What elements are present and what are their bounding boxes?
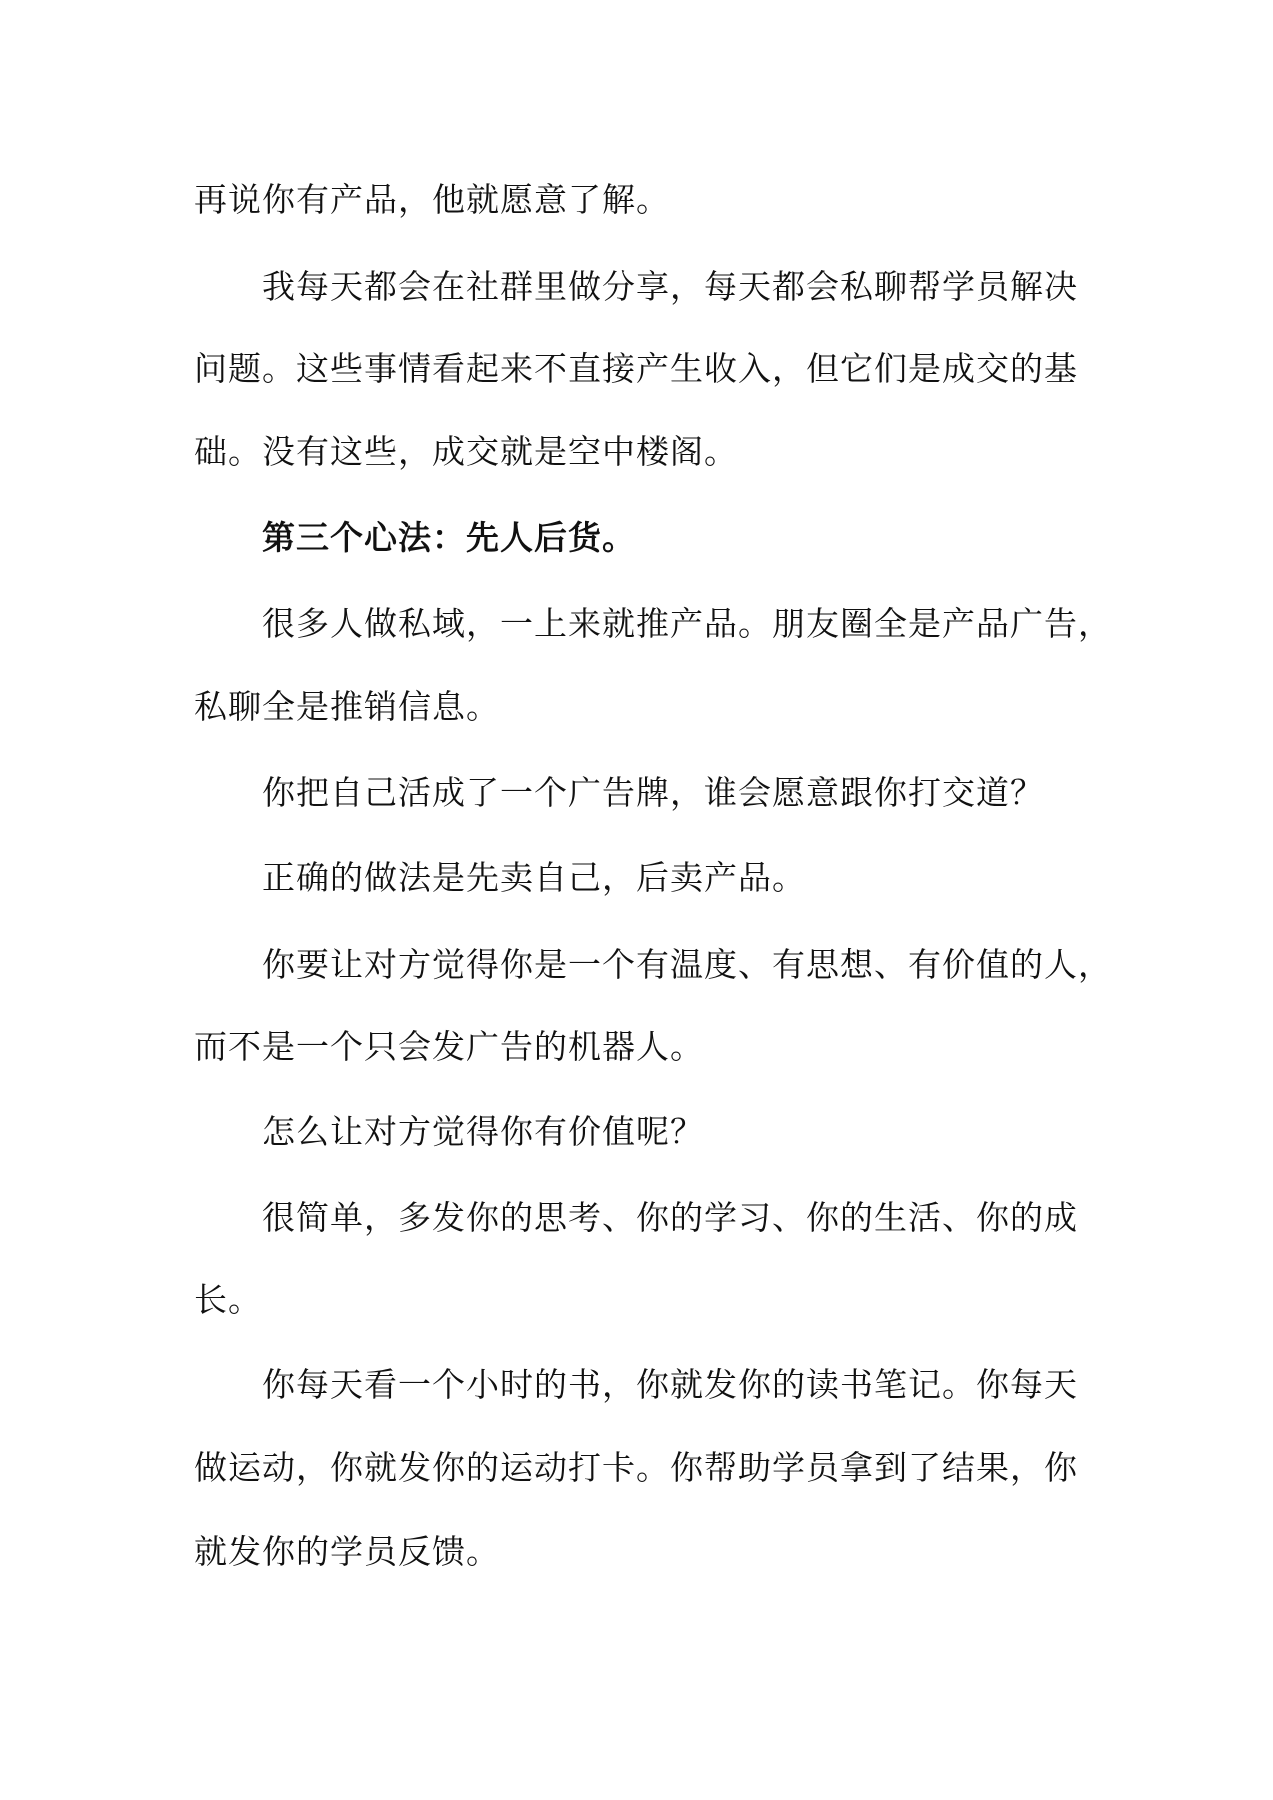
paragraph-line: 长。 — [194, 1280, 262, 1319]
section-heading: 第三个心法：先人后货。 — [262, 518, 636, 557]
paragraph-line: 很简单，多发你的思考、你的学习、你的生活、你的成 — [262, 1198, 1078, 1237]
paragraph-line: 再说你有产品，他就愿意了解。 — [194, 180, 670, 219]
paragraph-line: 你把自己活成了一个广告牌，谁会愿意跟你打交道？ — [262, 773, 1044, 812]
paragraph-line: 就发你的学员反馈。 — [194, 1532, 500, 1571]
paragraph-line: 你要让对方觉得你是一个有温度、有思想、有价值的人， — [262, 945, 1112, 984]
paragraph-line: 做运动，你就发你的运动打卡。你帮助学员拿到了结果，你 — [194, 1448, 1078, 1487]
paragraph-line: 我每天都会在社群里做分享，每天都会私聊帮学员解决 — [262, 267, 1078, 306]
paragraph-line: 础。没有这些，成交就是空中楼阁。 — [194, 432, 738, 471]
paragraph-line: 私聊全是推销信息。 — [194, 687, 500, 726]
paragraph-line: 正确的做法是先卖自己，后卖产品。 — [262, 858, 806, 897]
paragraph-line: 而不是一个只会发广告的机器人。 — [194, 1027, 704, 1066]
paragraph-line: 问题。这些事情看起来不直接产生收入，但它们是成交的基 — [194, 349, 1078, 388]
paragraph-line: 怎么让对方觉得你有价值呢？ — [262, 1112, 704, 1151]
paragraph-line: 你每天看一个小时的书，你就发你的读书笔记。你每天 — [262, 1365, 1078, 1404]
paragraph-line: 很多人做私域，一上来就推产品。朋友圈全是产品广告， — [262, 604, 1112, 643]
